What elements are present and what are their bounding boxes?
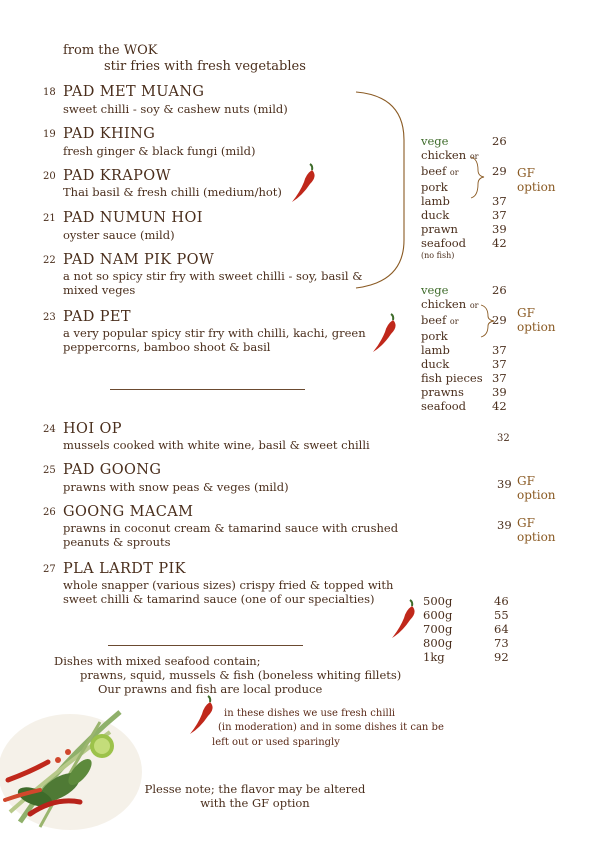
section-subheading: stir fries with fresh vegetables — [104, 59, 306, 74]
dish-title: PAD MET MUANG — [63, 84, 205, 100]
option-label: seafood — [421, 399, 467, 413]
option-label: beef — [421, 164, 447, 178]
option-price: 39 — [492, 222, 507, 236]
gf-option-label: GF option — [517, 166, 556, 194]
option-label: prawns — [421, 385, 464, 399]
chilli-legend-line: (in moderation) and in some dishes it can be — [218, 722, 444, 733]
size-price-list — [423, 594, 513, 664]
dish-description: sweet chilli - soy & cashew nuts (mild) — [63, 102, 288, 116]
gf-option-label: GF option — [517, 516, 556, 544]
gf-option-label: GF option — [517, 474, 556, 502]
chilli-icon — [369, 318, 399, 358]
dish-description: Thai basil & fresh chilli (medium/hot) — [63, 185, 282, 199]
option-label: pork — [421, 180, 448, 194]
option-label: lamb — [421, 343, 450, 357]
chilli-legend-line: left out or used sparingly — [212, 737, 340, 748]
option-price: 42 — [492, 399, 507, 413]
dish-price: 32 — [497, 433, 510, 444]
herbs-illustration — [0, 702, 150, 842]
dish-description: sweet chilli & tamarind sauce (one of our specialties) — [63, 592, 375, 606]
dish-number: 22 — [43, 255, 56, 266]
divider — [108, 645, 303, 646]
dish-description: prawns in coconut cream & tamarind sauce with crushed — [63, 521, 399, 535]
option-price: 26 — [492, 134, 507, 148]
dish-title: PAD KHING — [63, 126, 156, 142]
dish-title: PAD NUMUN HOI — [63, 210, 203, 226]
gf-note: Plesse note; the flavor may be altered with the GF option — [144, 782, 366, 810]
dish-description: mixed veges — [63, 283, 136, 297]
option-price: 37 — [492, 371, 507, 385]
dish-description: peppercorns, bamboo shoot & basil — [63, 340, 271, 354]
size-label: 1kg — [423, 650, 445, 664]
dish-title: GOONG MACAM — [63, 504, 194, 520]
option-label: lamb — [421, 194, 450, 208]
dish-number: 25 — [43, 465, 56, 476]
dish-description: a very popular spicy stir fry with chilli, kachi, green — [63, 326, 366, 340]
size-label: 800g — [423, 636, 453, 650]
size-price: 73 — [494, 636, 509, 650]
dish-description: mussels cooked with white wine, basil & sweet chilli — [63, 438, 370, 452]
option-label: chicken — [421, 148, 467, 162]
option-label: duck — [421, 208, 450, 222]
dish-number: 21 — [43, 213, 56, 224]
option-label: vege — [421, 283, 449, 297]
dish-description: prawns with snow peas & veges (mild) — [63, 480, 289, 494]
divider — [110, 389, 305, 390]
dish-number: 24 — [43, 424, 56, 435]
option-price: 26 — [492, 283, 507, 297]
chilli-icon — [186, 700, 216, 740]
dish-price: 39 — [497, 518, 512, 532]
size-label: 500g — [423, 594, 453, 608]
chilli-legend-line: in these dishes we use fresh chilli — [224, 708, 396, 719]
dish-title: PAD NAM PIK POW — [63, 252, 215, 268]
option-price: 42 — [492, 236, 507, 250]
gf-option-label: GF option — [517, 306, 556, 334]
dish-description: fresh ginger & black fungi (mild) — [63, 144, 256, 158]
size-label: 700g — [423, 622, 453, 636]
option-price: 39 — [492, 385, 507, 399]
option-price: 29 — [492, 164, 507, 178]
chilli-icon — [288, 168, 318, 208]
size-price: 55 — [494, 608, 509, 622]
size-price: 92 — [494, 650, 509, 664]
size-price: 64 — [494, 622, 509, 636]
option-price: 29 — [492, 313, 507, 327]
size-price: 46 — [494, 594, 509, 608]
dish-description: oyster sauce (mild) — [63, 228, 175, 242]
option-price: 37 — [492, 357, 507, 371]
option-note: (no fish) — [421, 251, 455, 260]
chilli-icon — [388, 604, 418, 644]
dish-title: HOI OP — [63, 421, 122, 437]
dish-number: 23 — [43, 312, 56, 323]
dish-description: whole snapper (various sizes) crispy fried & topped with — [63, 578, 394, 592]
dish-title: PLA LARDT PIK — [63, 561, 186, 577]
size-label: 600g — [423, 608, 453, 622]
dish-title: PAD PET — [63, 309, 131, 325]
option-label: prawn — [421, 222, 458, 236]
option-price: 37 — [492, 343, 507, 357]
dish-description: a not so spicy stir fry with sweet chilli - soy, basil & — [63, 269, 363, 283]
option-label: chicken — [421, 297, 467, 311]
option-label: duck — [421, 357, 450, 371]
option-label: vege — [421, 134, 449, 148]
option-price: 37 — [492, 208, 507, 222]
protein-options-2: vege 26 chicken or beef or 29 pork lamb 37 duck 37 fish pieces 37 prawns 39 seafood 42 — [421, 283, 507, 413]
protein-options-1: vege 26 chicken or beef or 29 pork lamb 37 duck 37 prawn 39 seafood 42 (no fish) — [421, 134, 511, 262]
option-label: seafood — [421, 236, 467, 250]
dish-title: PAD GOONG — [63, 462, 162, 478]
section-heading: from the WOK — [63, 43, 158, 58]
seafood-note: Dishes with mixed seafood contain; prawns, squid, mussels & fish (boneless whiting fillets) Our prawns and fish are local produce — [54, 654, 402, 696]
dish-description: peanuts & sprouts — [63, 535, 171, 549]
option-label: beef — [421, 313, 447, 327]
option-price: 37 — [492, 194, 507, 208]
option-label: pork — [421, 329, 448, 343]
dish-number: 18 — [43, 87, 56, 98]
dish-number: 27 — [43, 564, 56, 575]
option-label: fish pieces — [421, 371, 483, 385]
dish-number: 26 — [43, 507, 56, 518]
dish-price: 39 — [497, 477, 512, 491]
dish-number: 19 — [43, 129, 56, 140]
dish-number: 20 — [43, 171, 56, 182]
dish-title: PAD KRAPOW — [63, 168, 171, 184]
